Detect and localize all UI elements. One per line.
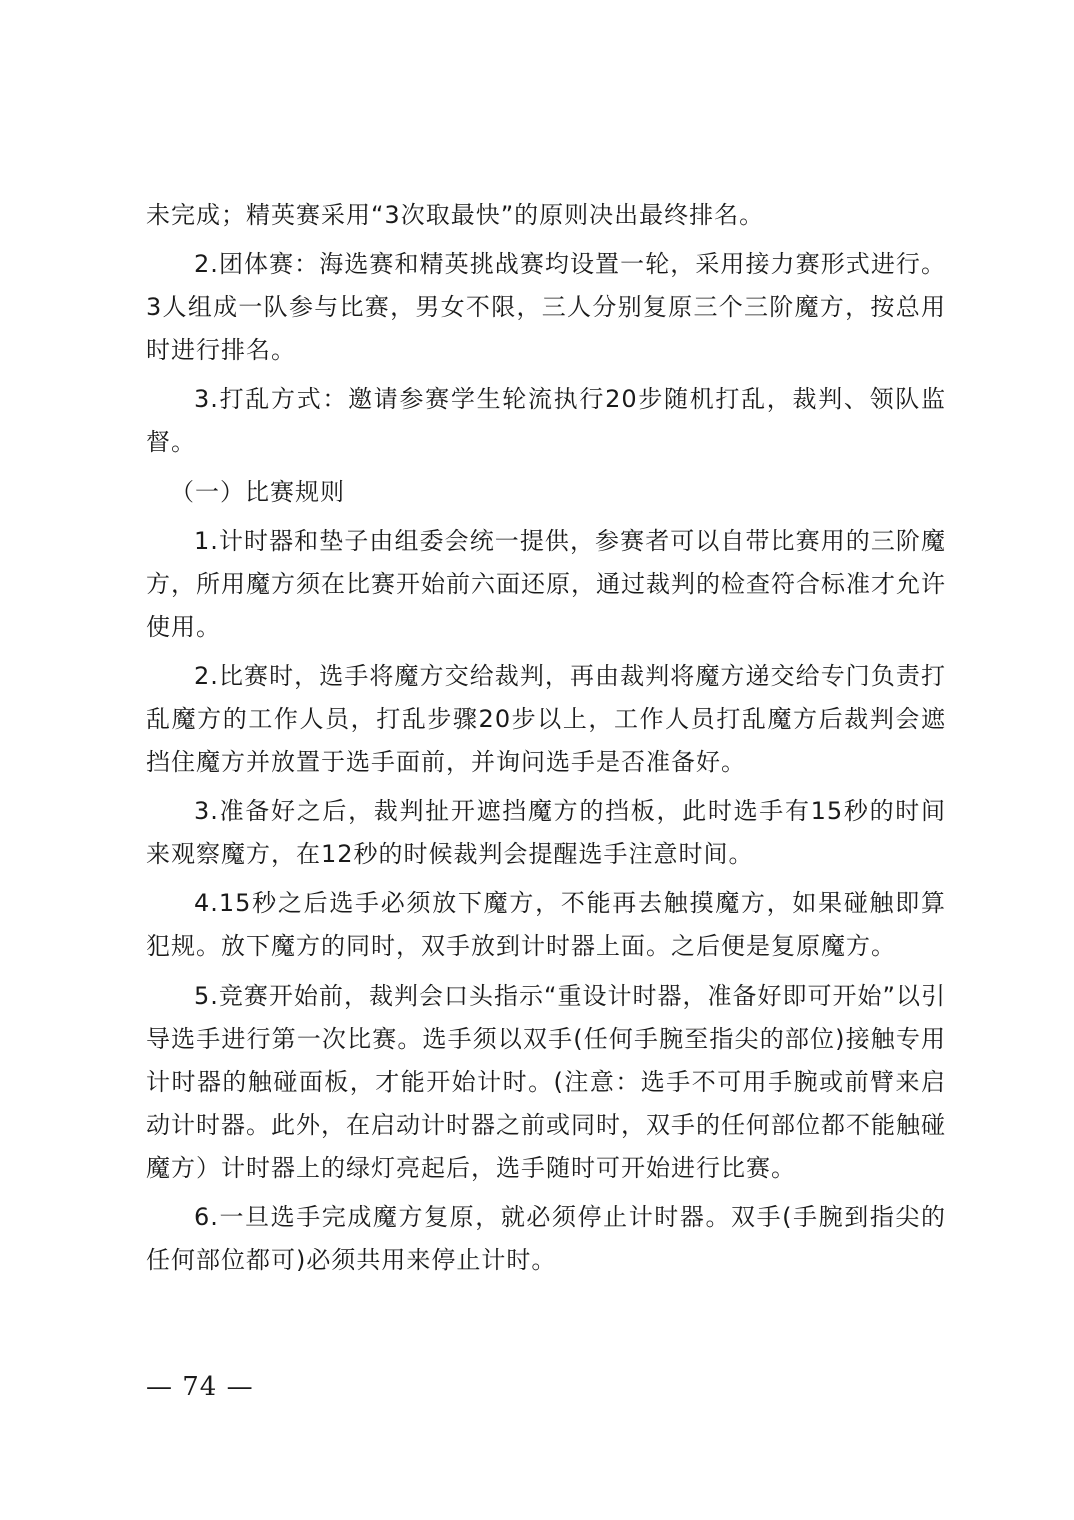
paragraph-rule-5: 5.竞赛开始前，裁判会口头指示“重设计时器，准备好即可开始”以引导选手进行第一次比赛。选手须以双手(任何手腕至指尖的部位)接触专用计时器的触碰面板，才能开始计时。(注意：选手不可用手腕或前臂来启动计时器。此外，在启动计时器之前或同时，双手的任何部位都不能触碰魔方）计时器上的绿灯亮起后，选手随时可开始进行比赛。 <box>146 981 946 1182</box>
paragraph-scramble-method: 3.打乱方式：邀请参赛学生轮流执行20步随机打乱，裁判、领队监督。 <box>146 385 946 457</box>
section-heading-rules: （一）比赛规则 <box>170 477 345 506</box>
paragraph-rule-6: 6.一旦选手完成魔方复原，就必须停止计时器。双手(手腕到指尖的任何部位都可)必须共用来停止计时。 <box>146 1202 946 1274</box>
paragraph-rule-2: 2.比赛时，选手将魔方交给裁判，再由裁判将魔方递交给专门负责打乱魔方的工作人员，打乱步骤20步以上，工作人员打乱魔方后裁判会遮挡住魔方并放置于选手面前，并询问选手是否准备好。 <box>146 661 946 776</box>
body-text <box>146 194 946 1288</box>
paragraph-rule-1: 1.计时器和垫子由组委会统一提供，参赛者可以自带比赛用的三阶魔方，所用魔方须在比赛开始前六面还原，通过裁判的检查符合标准才允许使用。 <box>146 526 946 641</box>
paragraph-team-competition: 2.团体赛：海选赛和精英挑战赛均设置一轮，采用接力赛形式进行。3人组成一队参与比赛，男女不限，三人分别复原三个三阶魔方，按总用时进行排名。 <box>146 250 946 365</box>
page-number: — 74 — <box>146 1372 254 1402</box>
paragraph-rule-4: 4.15秒之后选手必须放下魔方，不能再去触摸魔方，如果碰触即算犯规。放下魔方的同时，双手放到计时器上面。之后便是复原魔方。 <box>146 889 946 961</box>
paragraph-rule-3: 3.准备好之后，裁判扯开遮挡魔方的挡板，此时选手有15秒的时间来观察魔方，在12秒的时候裁判会提醒选手注意时间。 <box>146 797 946 869</box>
paragraph-continuation: 未完成；精英赛采用“3次取最快”的原则决出最终排名。 <box>146 201 765 229</box>
